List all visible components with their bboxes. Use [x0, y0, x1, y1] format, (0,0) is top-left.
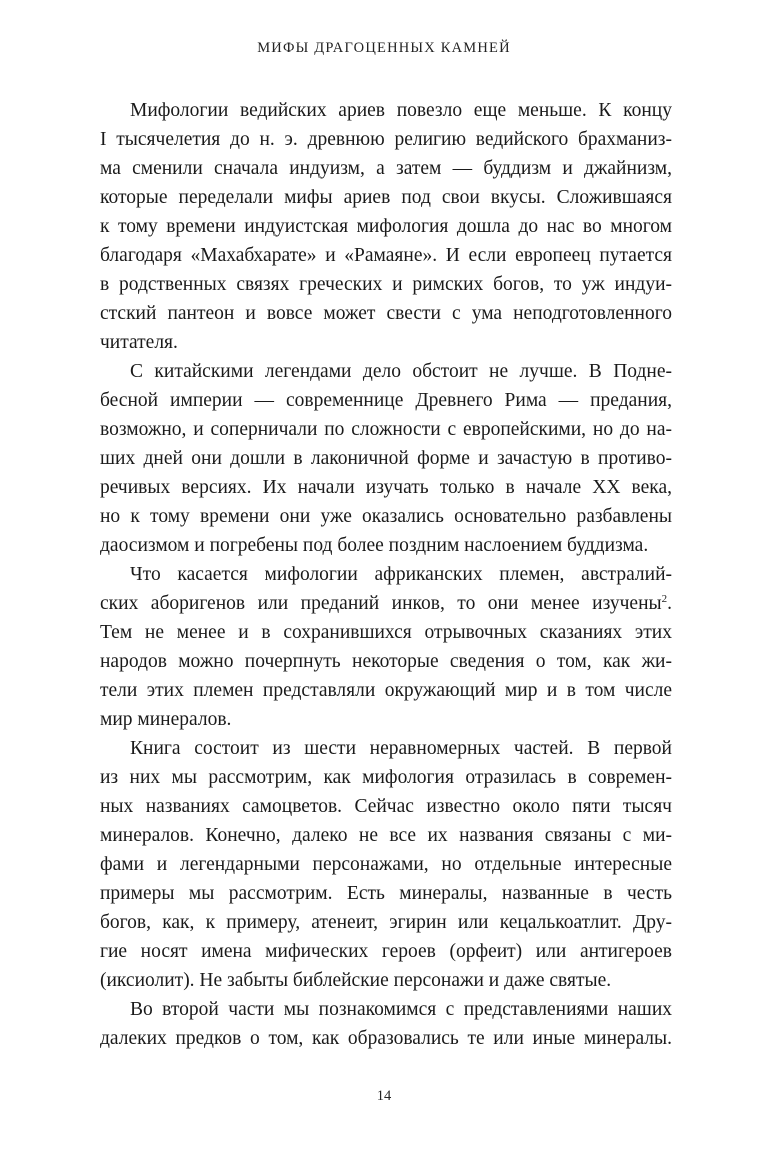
text-line: примеры мы рассмотрим. Есть минералы, названные в честь [100, 883, 672, 904]
body-text [100, 96, 672, 1053]
text-line: стский пантеон и вовсе может свести с ума неподготовленного [100, 303, 672, 324]
text-line: но к тому времени они уже оказались основательно разбавлены [100, 506, 672, 527]
text-line: Тем не менее и в сохранившихся отрывочных сказаниях этих [100, 622, 672, 643]
text-line: тели этих племен представляли окружающий мир и в том числе [100, 680, 672, 701]
text-line: гие носят имена мифических героев (орфеит) или антигероев [100, 941, 672, 962]
text-line: речивых версиях. Их начали изучать только в начале XX века, [100, 477, 672, 498]
text-line: фами и легендарными персонажами, но отдельные интересные [100, 854, 672, 875]
text-line: Во второй части мы познакомимся с представлениями наших [130, 999, 672, 1020]
text-line: к тому времени индуистская мифология дошла до нас во многом [100, 216, 672, 237]
text-line: далеких предков о том, как образовались те или иные минералы. [100, 1028, 672, 1049]
text-fragment: . [667, 593, 672, 614]
text-line: ма сменили сначала индуизм, а затем — буддизм и джайнизм, [100, 158, 672, 179]
text-line: ших дней они дошли в лаконичной форме и зачастую в противо- [100, 448, 672, 469]
text-line: (иксиолит). Не забыты библейские персонажи и даже святые. [100, 970, 612, 991]
footnote-ref[interactable]: 2 [661, 593, 668, 605]
page-number: 14 [376, 1088, 392, 1104]
text-line: Книга состоит из шести неравномерных частей. В первой [130, 738, 672, 759]
text-line: даосизмом и погребены под более поздним наслоением буддизма. [100, 535, 649, 556]
text-line: читателя. [100, 332, 178, 353]
text-line: мир минералов. [100, 709, 232, 730]
text-line: богов, как, к примеру, атенеит, эгирин или кецалькоатлит. Дру- [100, 912, 672, 933]
text-line-with-footnote [100, 589, 672, 618]
text-fragment: ских аборигенов или преданий инков, то они менее изучены [100, 593, 662, 614]
text-line: которые переделали мифы ариев под свои вкусы. Сложившаяся [100, 187, 672, 208]
text-line: Мифологии ведийских ариев повезло еще меньше. К концу [130, 100, 672, 121]
text-line: из них мы рассмотрим, как мифология отразилась в современ- [100, 767, 672, 788]
text-line: Что касается мифологии африканских племен, австралий- [130, 564, 672, 585]
running-head: МИФЫ ДРАГОЦЕННЫХ КАМНЕЙ [257, 40, 511, 56]
text-line: ных названиях самоцветов. Сейчас известно около пяти тысяч [100, 796, 672, 817]
text-line: I тысячелетия до н. э. древнюю религию ведийского брахманиз- [100, 129, 672, 150]
text-line: С китайскими легендами дело обстоит не лучше. В Подне- [130, 361, 672, 382]
text-line: минералов. Конечно, далеко не все их названия связаны с ми- [100, 825, 672, 846]
text-line: в родственных связях греческих и римских богов, то уж индуи- [100, 274, 672, 295]
text-line: бесной империи — современнице Древнего Рима — предания, [100, 390, 672, 411]
text-line: возможно, и соперничали по сложности с европейскими, но до на- [100, 419, 672, 440]
text-line: благодаря «Махабхарате» и «Рамаяне». И если европеец путается [100, 245, 672, 266]
text-line: народов можно почерпнуть некоторые сведения о том, как жи- [100, 651, 672, 672]
